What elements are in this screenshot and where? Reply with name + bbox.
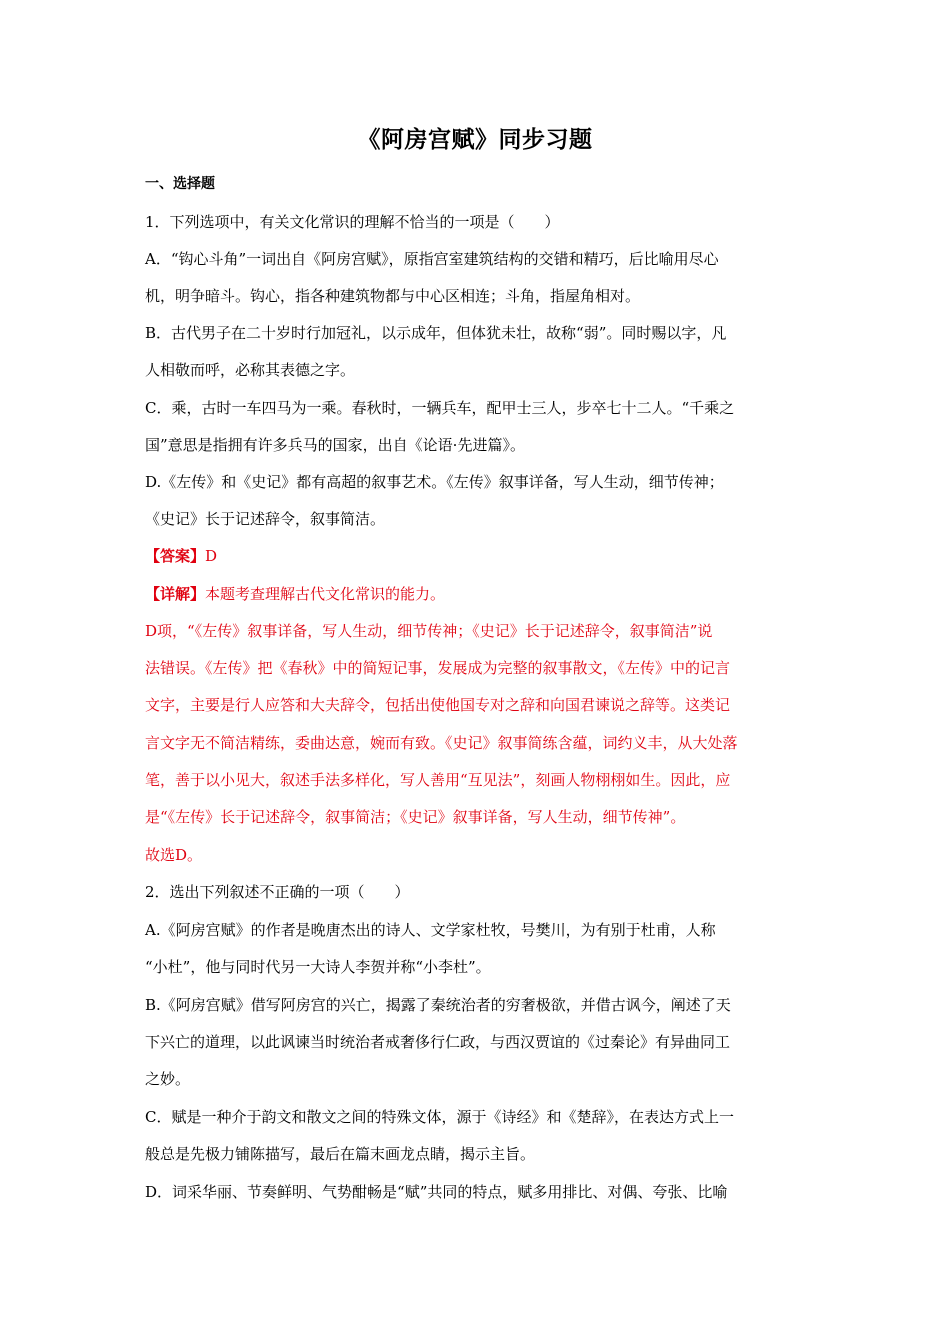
detail-tag: 【详解】 — [145, 585, 206, 603]
question-2-option-c-line1: C．赋是一种介于韵文和散文之间的特殊文体，源于《诗经》和《楚辞》，在表达方式上一 — [145, 1108, 734, 1126]
page-title: 《阿房宫赋》同步习题 — [357, 127, 593, 153]
explanation-line-1: D项，“《左传》叙事详备，写人生动，细节传神；《史记》长于记述辞令，叙事简洁”说 — [145, 622, 713, 640]
detail-text: 本题考查理解古代文化常识的能力。 — [205, 585, 446, 603]
question-2-option-c-line2: 般总是先极力铺陈描写，最后在篇末画龙点睛，揭示主旨。 — [145, 1145, 536, 1163]
question-1-option-b-line1: B．古代男子在二十岁时行加冠礼，以示成年，但体犹未壮，故称“弱”。同时赐以字，凡 — [145, 324, 727, 342]
explanation-line-4: 言文字无不简洁精练，委曲达意，婉而有致。《史记》叙事简练含蕴，词约义丰，从大处落 — [145, 734, 738, 752]
question-2-option-a-line2: “小杜”，他与同时代另一大诗人李贺并称“小李杜”。 — [145, 958, 491, 976]
question-1-option-a-line1: A．“钩心斗角”一词出自《阿房宫赋》，原指宫室建筑结构的交错和精巧，后比喻用尽心 — [145, 250, 719, 268]
question-2-option-b-line2: 下兴亡的道理，以此讽谏当时统治者戒奢侈行仁政，与西汉贾谊的《过秦论》有异曲同工 — [145, 1033, 731, 1051]
explanation-line-3: 文字，主要是行人应答和大夫辞令，包括出使他国专对之辞和向国君谏说之辞等。这类记 — [145, 696, 731, 714]
question-1-option-d-line1: D.《左传》和《史记》都有高超的叙事艺术。《左传》叙事详备，写人生动，细节传神； — [145, 473, 724, 491]
question-1-detail — [145, 582, 810, 606]
question-1-option-d-line2: 《史记》长于记述辞令，叙事简洁。 — [145, 510, 386, 528]
question-2-option-a-line1: A.《阿房宫赋》的作者是晚唐杰出的诗人、文学家杜牧，号樊川，为有别于杜甫，人称 — [145, 921, 716, 939]
question-1-option-c-line1: C．乘，古时一车四马为一乘。春秋时，一辆兵车，配甲士三人，步卒七十二人。“千乘之 — [145, 399, 735, 417]
explanation-line-6: 是“《左传》长于记述辞令，叙事简洁；《史记》叙事详备，写人生动，细节传神”。 — [145, 808, 686, 826]
explanation-line-2: 法错误。《左传》把《春秋》中的简短记事，发展成为完整的叙事散文，《左传》中的记言 — [145, 659, 731, 677]
section-heading: 一、选择题 — [145, 176, 215, 192]
question-1-answer — [145, 544, 810, 568]
answer-value: D — [205, 547, 218, 565]
explanation-line-5: 笔，善于以小见大，叙述手法多样化，写人善用“互见法”，刻画人物栩栩如生。因此，应 — [145, 771, 731, 789]
question-1-option-a-line2: 机，明争暗斗。钩心，指各种建筑物都与中心区相连；斗角，指屋角相对。 — [145, 287, 641, 305]
question-1-option-b-line2: 人相敬而呼，必称其表德之字。 — [145, 361, 356, 379]
question-1-option-c-line2: 国”意思是指拥有许多兵马的国家，出自《论语·先进篇》。 — [145, 436, 525, 454]
question-2-option-d-line1: D．词采华丽、节奏鲜明、气势酣畅是“赋”共同的特点，赋多用排比、对偶、夸张、比喻 — [145, 1183, 728, 1201]
question-2-stem: 2．选出下列叙述不正确的一项（ ） — [145, 883, 410, 901]
question-2-option-b-line1: B.《阿房宫赋》借写阿房宫的兴亡，揭露了秦统治者的穷奢极欲，并借古讽今，阐述了天 — [145, 996, 731, 1014]
explanation-conclusion: 故选D。 — [145, 846, 203, 864]
question-1-stem: 1．下列选项中，有关文化常识的理解不恰当的一项是（ ） — [145, 213, 560, 231]
answer-tag: 【答案】 — [145, 547, 206, 565]
question-2-option-b-line3: 之妙。 — [145, 1070, 191, 1088]
